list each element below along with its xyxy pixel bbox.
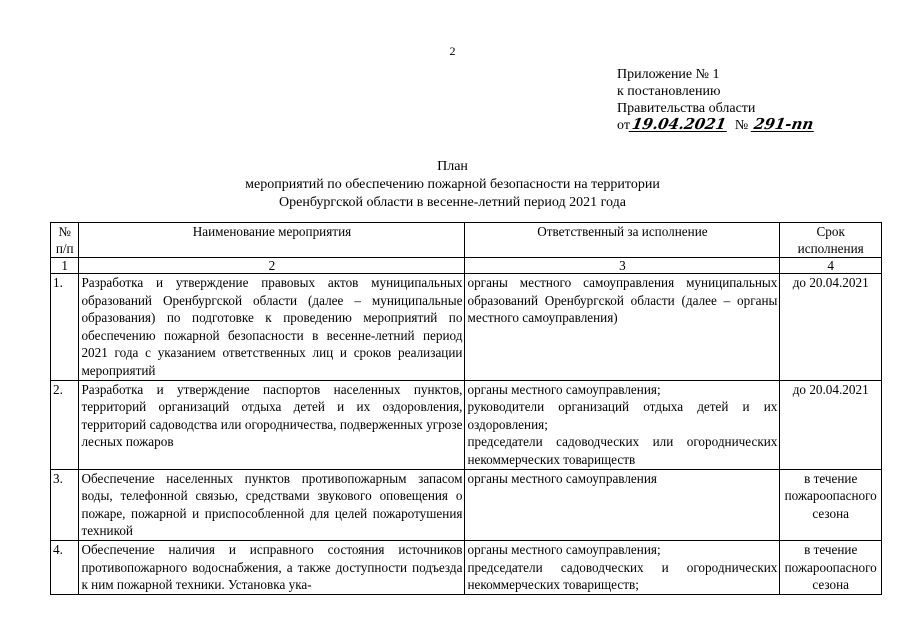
row-num: 4.	[51, 540, 79, 594]
row-name: Разработка и утверждение паспортов населенных пунктов, территорий организаций отдыха детей и их оздоровления, территорий садоводства или огородничества, подверженных угрозе лесных пожаров	[79, 380, 465, 469]
row-num: 3.	[51, 469, 79, 540]
title-line-3: Оренбургской области в весенне-летний период 2021 года	[279, 195, 626, 210]
row-term: до 20.04.2021	[780, 380, 882, 469]
title-line-1: План	[437, 159, 468, 174]
date-from-label: от	[617, 118, 630, 133]
row-responsible: органы местного самоуправления; руководители организаций отдыха детей и их оздоровления; председатели садоводческих или огороднических некоммерческих товариществ	[465, 380, 780, 469]
header-responsible: Ответственный за исполнение	[465, 223, 780, 258]
row-name: Обеспечение населенных пунктов противопожарным запасом воды, телефонной связью, средствами звукового оповещения о пожаре, пожарной и приспособленной для целей пожаротушения техникой	[79, 469, 465, 540]
index-cell-3: 3	[465, 258, 780, 274]
row-responsible: органы местного самоуправления муниципальных образований Оренбургской области (далее – органы местного самоуправления)	[465, 274, 780, 381]
index-cell-2: 2	[79, 258, 465, 274]
index-cell-4: 4	[780, 258, 882, 274]
row-term: в течение пожароопасного сезона	[780, 540, 882, 594]
table-row	[51, 540, 882, 594]
number-label: №	[734, 118, 749, 133]
appendix-line-3: Правительства области	[617, 101, 756, 116]
page-number: 2	[449, 44, 456, 58]
row-responsible: органы местного самоуправления; председатели садоводческих и огороднических некоммерческих товариществ;	[465, 540, 780, 594]
header-num: № п/п	[51, 223, 79, 258]
row-term: в течение пожароопасного сезона	[780, 469, 882, 540]
appendix-block	[617, 66, 815, 134]
row-name: Обеспечение наличия и исправного состояния источников противопожарного водоснабжения, а также доступности подъезда к ним пожарной техники. Установка ука-	[79, 540, 465, 594]
appendix-line-1: Приложение № 1	[617, 67, 720, 82]
table-index-row	[51, 258, 882, 274]
table-row	[51, 380, 882, 469]
header-name: Наименование мероприятия	[79, 223, 465, 258]
row-responsible: органы местного самоуправления	[465, 469, 780, 540]
table-row	[51, 274, 882, 381]
index-cell-1: 1	[51, 258, 79, 274]
row-name: Разработка и утверждение правовых актов муниципальных образований Оренбургской области (далее – муниципальные образования) по подготовке к проведению мероприятий по обеспечению пожарной безопасности в весенне-летний период 2021 года с указанием ответственных лиц и сроков реализации мероприятий	[79, 274, 465, 381]
document-title	[0, 158, 905, 212]
row-num: 1.	[51, 274, 79, 381]
appendix-line-2: к постановлению	[617, 84, 721, 99]
row-term: до 20.04.2021	[780, 274, 882, 381]
table-header-row	[51, 223, 882, 258]
row-num: 2.	[51, 380, 79, 469]
handwritten-date: 19.04.2021	[630, 115, 728, 133]
title-line-2: мероприятий по обеспечению пожарной безопасности на территории	[245, 177, 660, 192]
header-term: Срок исполнения	[780, 223, 882, 258]
table-row	[51, 469, 882, 540]
appendix-date-line	[617, 117, 815, 134]
handwritten-number: 291-пп	[752, 115, 815, 133]
plan-table	[50, 222, 882, 595]
